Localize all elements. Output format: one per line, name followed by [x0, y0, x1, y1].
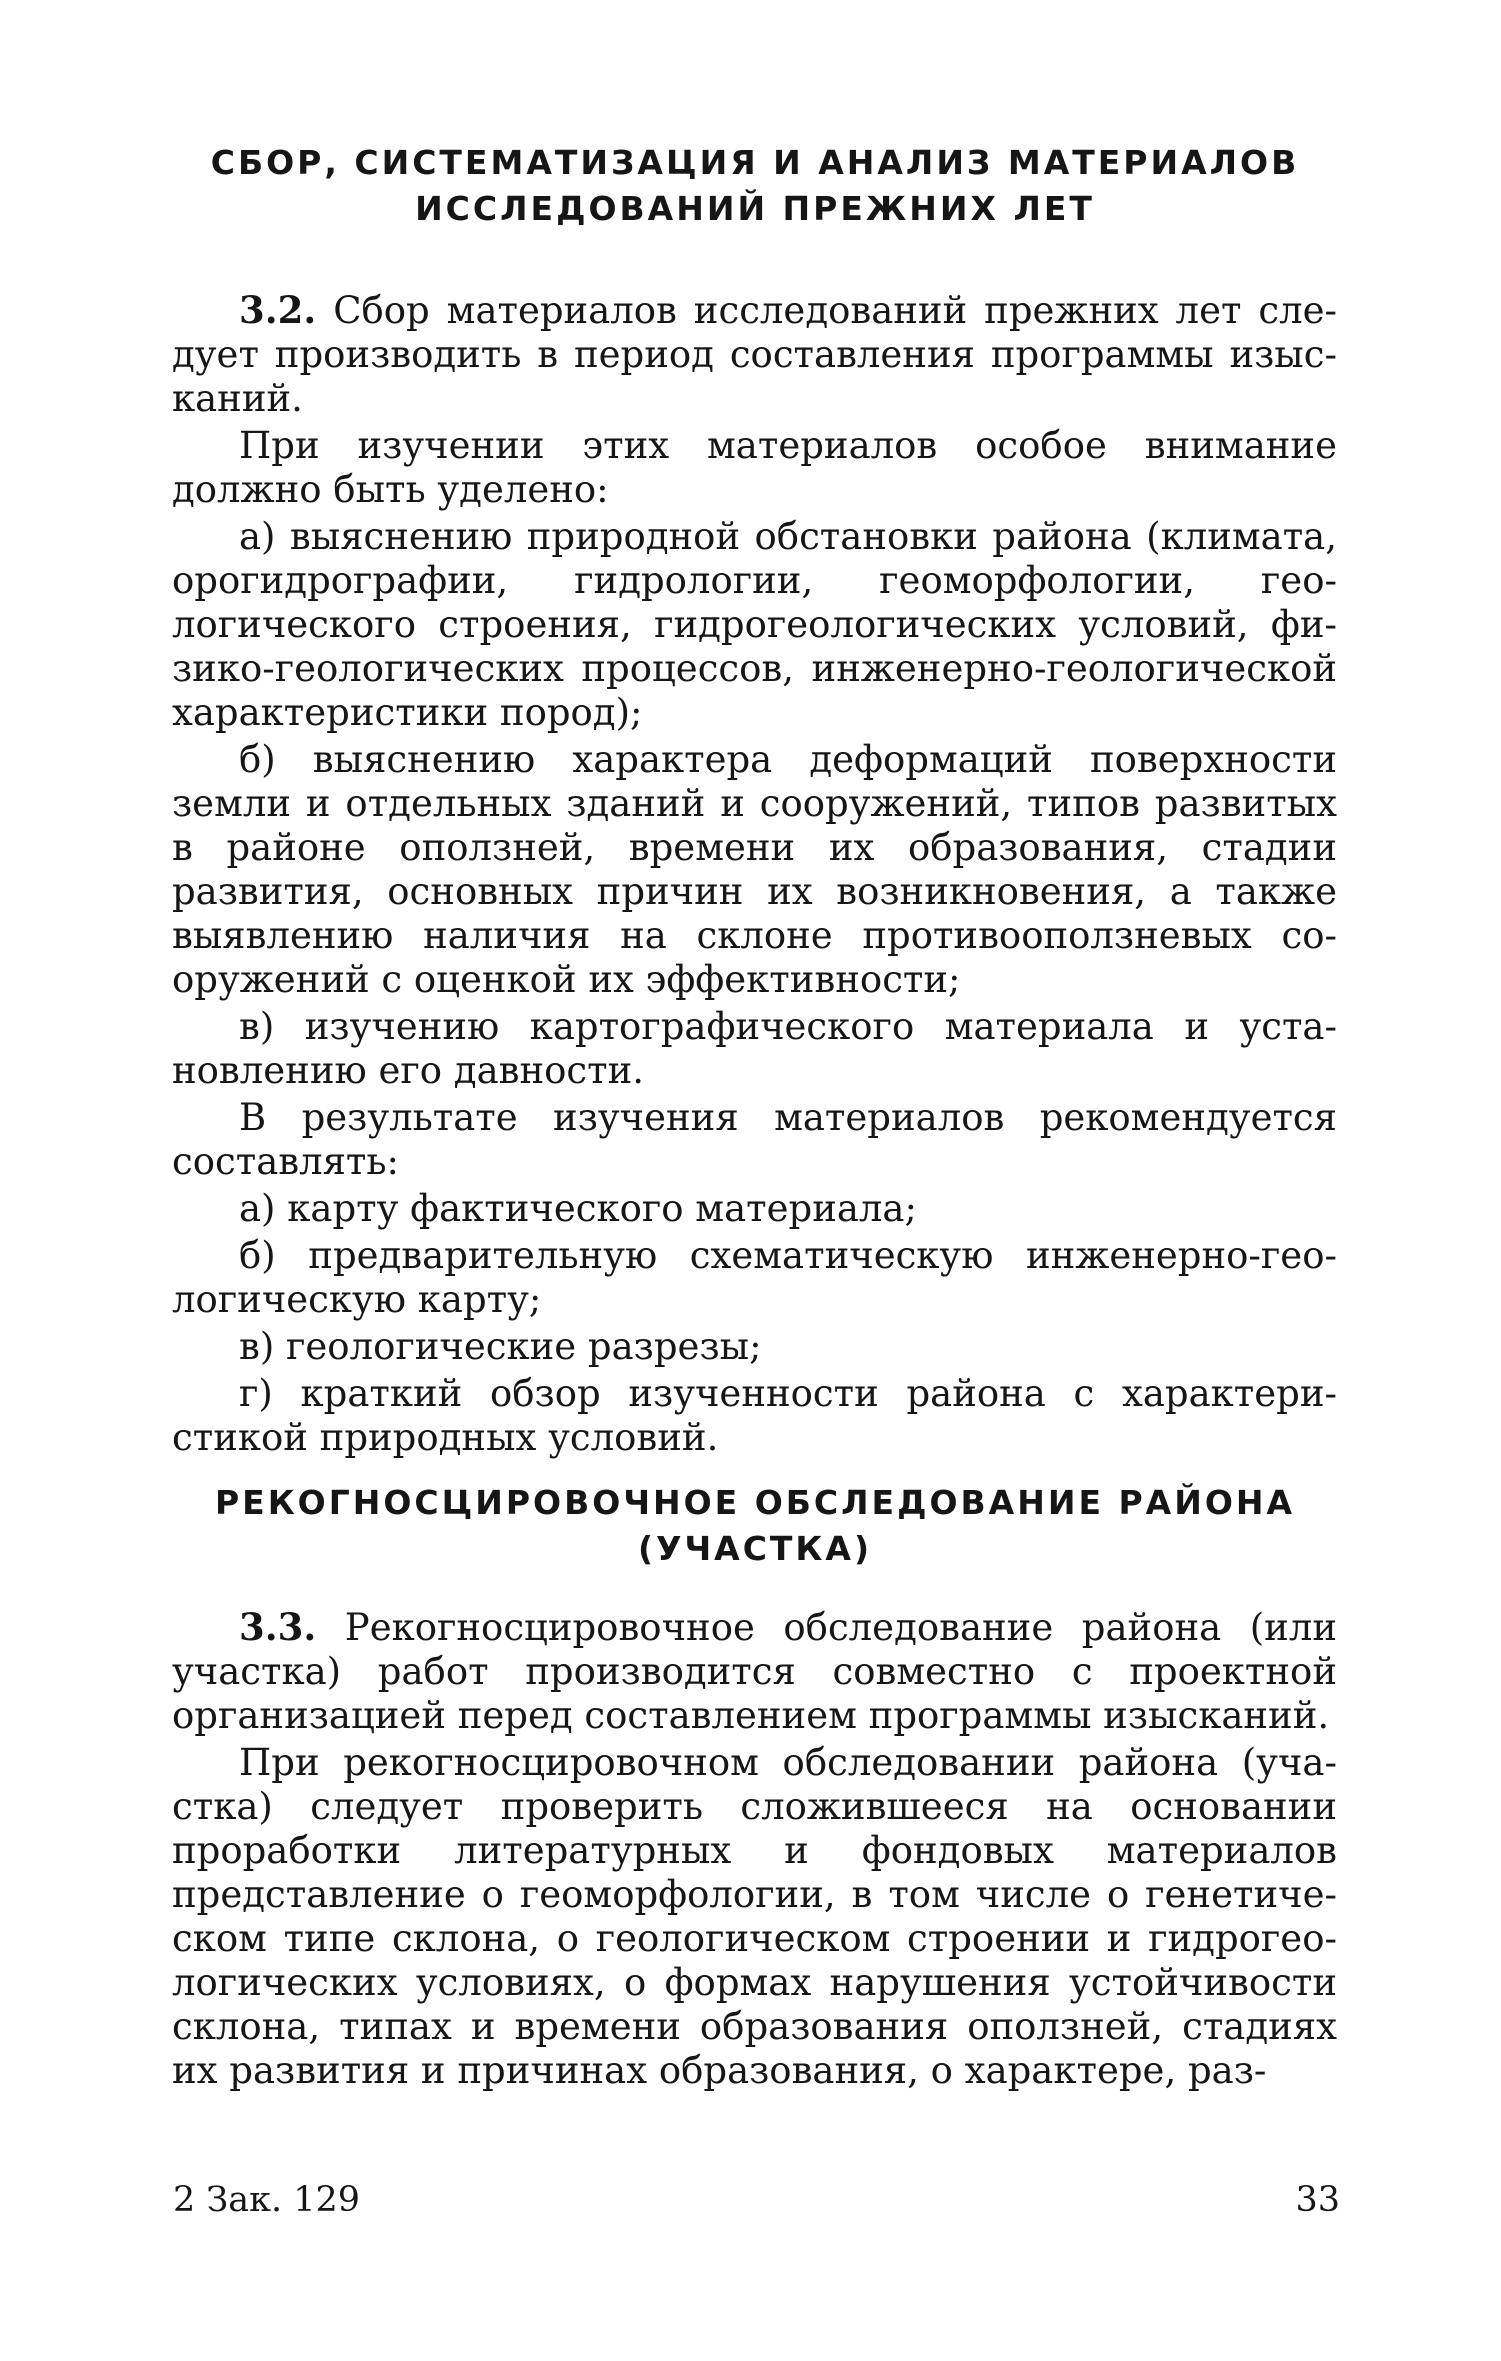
section-body-reconnaissance — [172, 1605, 1337, 2093]
paragraph-text: б) предварительную схематическую инженерно-геологическую карту; — [172, 1234, 1337, 1321]
heading-line: ИССЛЕДОВАНИЙ ПРЕЖНИХ ЛЕТ — [415, 189, 1095, 228]
list-item — [172, 1325, 1337, 1369]
list-item — [172, 738, 1337, 1002]
list-item — [172, 1005, 1337, 1093]
paragraph-text: б) выяснению характера деформаций поверхности земли и отдельных зданий и сооружений, типов развитых в районе оползней, времени их образования, стадии развития, основных причин их возникновения, а также выявлению наличия на склоне противооползневых сооружений с оценкой их эффективности; — [172, 738, 1337, 1001]
paragraph-text: Сбор материалов исследований прежних лет следует производить в период составления программы изысканий. — [172, 289, 1337, 420]
paragraph-text: В результате изучения материалов рекомендуется составлять: — [172, 1096, 1337, 1183]
paragraph — [172, 1605, 1337, 1738]
list-item — [172, 1187, 1337, 1231]
paragraph-text: При изучении этих материалов особое внимание должно быть уделено: — [172, 424, 1337, 511]
paragraph-text: в) изучению картографического материала и установлению его давности. — [172, 1005, 1337, 1092]
paragraph — [172, 424, 1337, 512]
heading-line: СБОР, СИСТЕМАТИЗАЦИЯ И АНАЛИЗ МАТЕРИАЛОВ — [210, 143, 1300, 182]
paragraph — [172, 288, 1337, 421]
clause-number: 3.3. — [239, 1605, 317, 1649]
paragraph — [172, 1096, 1337, 1184]
paragraph-text: г) краткий обзор изученности района с характеристикой природных условий. — [172, 1372, 1337, 1459]
list-item — [172, 515, 1337, 735]
list-item — [172, 1234, 1337, 1322]
page-number: 33 — [1295, 2180, 1340, 2220]
paragraph — [172, 1741, 1337, 2093]
section-heading-collection — [170, 140, 1340, 232]
heading-line: (УЧАСТКА) — [637, 1529, 873, 1568]
paragraph-text: а) выяснению природной обстановки района (климата, орогидрографии, гидрологии, геоморфологии, геологического строения, гидрогеологических условий, физико-геологических процессов, инженерно-геологической характеристики пород); — [172, 515, 1337, 734]
paragraph-text: в) геологические разрезы; — [239, 1325, 762, 1368]
clause-number: 3.2. — [239, 288, 317, 332]
section-heading-reconnaissance — [170, 1480, 1340, 1572]
list-item — [172, 1372, 1337, 1460]
heading-line: РЕКОГНОСЦИРОВОЧНОЕ ОБСЛЕДОВАНИЕ РАЙОНА — [214, 1483, 1296, 1522]
paragraph-text: Рекогносцировочное обследование района (или участка) работ производится совместно с проектной организацией перед составлением программы изысканий. — [172, 1606, 1337, 1737]
print-order-note: 2 Зак. 129 — [173, 2180, 360, 2220]
paragraph-text: При рекогносцировочном обследовании района (участка) следует проверить сложившееся на основании проработки литературных и фондовых материалов представление о геоморфологии, в том числе о генетическом типе склона, о геологическом строении и гидрогеологических условиях, о формах нарушения устойчивости склона, типах и времени образования оползней, стадиях их развития и причинах образования, о характере, раз- — [172, 1741, 1337, 2092]
paragraph-text: а) карту фактического материала; — [239, 1187, 917, 1230]
section-body-collection — [172, 288, 1337, 1460]
